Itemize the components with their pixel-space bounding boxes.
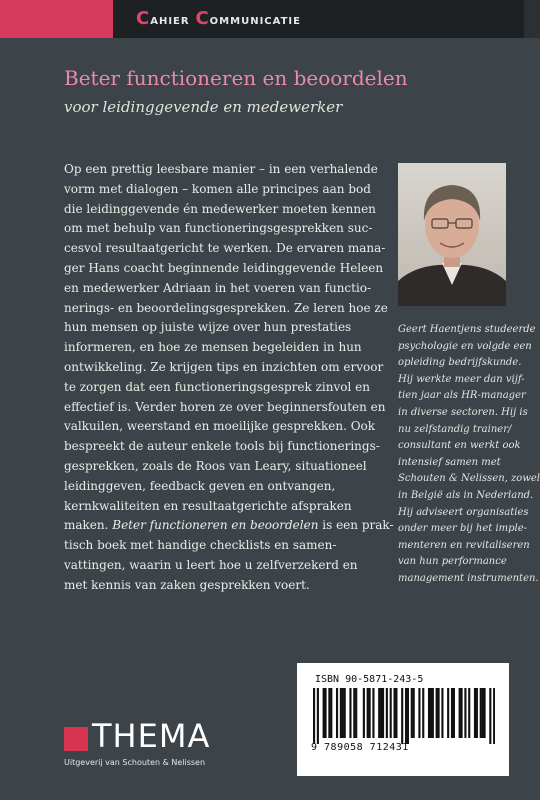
bio-line: opleiding bedrijfskunde. <box>398 357 522 369</box>
blurb-line: effectief is. Verder horen ze over beginnersfouten en <box>64 399 386 414</box>
blurb-line: Op een prettig leesbare manier – in een verhalende <box>64 162 378 176</box>
bio-line: intensief samen met <box>398 456 501 468</box>
barcode-bar <box>464 688 466 738</box>
blurb-line: vorm met dialogen – komen alle principes aan bod <box>64 181 371 196</box>
barcode-bar <box>474 688 476 738</box>
blurb-title-reference: Beter functioneren en beoordelen <box>112 518 319 533</box>
barcode-bar <box>363 688 365 738</box>
bio-line: Hij adviseert organisaties <box>398 506 529 518</box>
bio-line: in België als in Nederland. <box>398 489 534 501</box>
author-portrait-icon <box>398 163 506 306</box>
blurb-line: gesprekken, zoals de Roos van Leary, situationeel <box>64 458 367 473</box>
blurb-line: die leidinggevende én medewerker moeten kennen <box>64 201 376 216</box>
series-initial-1: C <box>136 8 151 29</box>
barcode-bar <box>441 688 443 738</box>
blurb-line: hun mensen op juiste wijze over hun prestaties <box>64 320 352 335</box>
series-banner <box>0 0 540 38</box>
bio-line: onder meer bij het imple- <box>398 523 528 535</box>
barcode-bar <box>461 688 463 738</box>
barcode-bar <box>428 688 430 738</box>
barcode-bar <box>407 688 409 744</box>
barcode-bar <box>324 688 326 738</box>
barcode-icon <box>313 688 495 744</box>
blurb-line: kernkwaliteiten en resultaatgerichte afspraken <box>64 498 352 513</box>
blurb-line: bespreekt de auteur enkele tools bij functionerings- <box>64 439 380 454</box>
barcode-bar <box>401 688 403 744</box>
bio-line: Hij werkte meer dan vijf- <box>398 373 525 385</box>
barcode-bar <box>489 688 491 744</box>
barcode-bar <box>418 688 420 738</box>
ean-number: 9 789058 712431 <box>311 742 409 753</box>
barcode-bar <box>411 688 413 738</box>
barcode-bar <box>369 688 371 738</box>
barcode-bar <box>422 688 424 738</box>
barcode-bar <box>484 688 486 738</box>
barcode-bar <box>476 688 478 738</box>
blurb-text <box>64 160 394 596</box>
barcode-bar <box>380 688 382 738</box>
barcode-bar <box>323 688 325 738</box>
book-title: Beter functioneren en beoordelen <box>64 66 408 90</box>
bio-line: in diverse sectoren. Hij is <box>398 406 528 418</box>
blurb-line: nerings- en beoordelingsgesprekken. Ze leren hoe ze <box>64 300 388 315</box>
author-bio <box>398 322 538 588</box>
barcode-bar <box>372 688 374 738</box>
blurb-line: cesvol resultaatgericht te werken. De ervaren mana- <box>64 241 386 256</box>
barcode-bar <box>382 688 384 738</box>
blurb-line <box>64 516 394 536</box>
barcode-bar <box>328 688 330 738</box>
blurb-line: leidinggeven, feedback geven en ontvangen, <box>64 478 336 493</box>
series-word-1: ahier <box>150 12 196 28</box>
blurb-line: informeren, en hoe ze mensen begeleiden in hun <box>64 340 362 355</box>
blurb-line: tisch boek met handige checklists en samen- <box>64 538 337 553</box>
barcode-bar <box>468 688 470 738</box>
barcode-bar <box>453 688 455 738</box>
barcode-bar <box>353 688 355 738</box>
barcode-bar <box>330 688 332 738</box>
bio-line: nu zelfstandig trainer/ <box>398 423 512 435</box>
bio-line: Geert Haentjens studeerde <box>398 324 536 335</box>
bio-line: tien jaar als HR-manager <box>398 390 526 402</box>
barcode-bar <box>493 688 495 744</box>
book-subtitle: voor leidinggevende en medewerker <box>64 98 343 116</box>
series-word-2: ommunicatie <box>209 12 301 28</box>
barcode-bar <box>447 688 449 738</box>
barcode-bar <box>459 688 461 738</box>
spine-edge <box>524 0 540 38</box>
blurb-line: valkuilen, weerstand en moeilijke gesprekken. Ook <box>64 419 376 434</box>
isbn-number: ISBN 90-5871-243-5 <box>315 674 424 685</box>
barcode-bar <box>340 688 342 738</box>
series-name <box>136 0 301 38</box>
barcode-bar <box>317 688 319 744</box>
blurb-line: ger Hans coacht beginnende leidinggevende Heleen <box>64 260 384 275</box>
barcode-bar <box>430 688 432 738</box>
barcode-bar <box>386 688 388 738</box>
barcode-bar <box>405 688 407 744</box>
barcode-bar <box>355 688 357 738</box>
blurb-line: vattingen, waarin u leert hoe u zelfverzekerd en <box>64 557 358 572</box>
barcode-bar <box>367 688 369 738</box>
barcode-bar <box>395 688 397 738</box>
barcode-bar <box>336 688 338 738</box>
bio-line: psychologie en volgde een <box>398 340 532 352</box>
publisher-subline: Uitgeverij van Schouten & Nelissen <box>64 758 206 767</box>
blurb-line: en medewerker Adriaan in het voeren van functio- <box>64 280 372 295</box>
barcode-bar <box>390 688 392 738</box>
publisher-logo-icon <box>64 727 88 751</box>
barcode-bar <box>413 688 415 738</box>
series-initial-2: C <box>195 8 210 29</box>
barcode-bar <box>313 688 315 744</box>
bio-line: menteren en revitaliseren <box>398 539 530 551</box>
barcode-bar <box>438 688 440 738</box>
publisher-name: THEMA <box>92 717 211 755</box>
blurb-line-text: is een prak- <box>318 518 394 533</box>
blurb-line: om met behulp van functioneringsgesprekken suc- <box>64 221 373 236</box>
barcode-bar <box>480 688 482 738</box>
blurb-line: met kennis van zaken gesprekken voert. <box>64 577 310 592</box>
barcode-bar <box>432 688 434 738</box>
author-photo <box>398 163 506 306</box>
blurb-line-text: maken. <box>64 518 113 533</box>
barcode-bar <box>342 688 344 738</box>
barcode-bar <box>436 688 438 738</box>
barcode-bar <box>344 688 346 738</box>
barcode-bar <box>378 688 380 738</box>
barcode-bar <box>393 688 395 738</box>
bio-line: van hun performance <box>398 556 507 568</box>
blurb-line: te zorgen dat een functioneringsgesprek zinvol en <box>64 379 370 394</box>
barcode-bar <box>451 688 453 738</box>
bio-line: management instrumenten. <box>398 572 539 584</box>
bio-line: consultant en werkt ook <box>398 440 521 452</box>
series-accent-bar <box>0 0 113 38</box>
bio-line: Schouten & Nelissen, zowel <box>398 473 540 485</box>
barcode-bar <box>349 688 351 738</box>
barcode-bar <box>482 688 484 738</box>
blurb-line: ontwikkeling. Ze krijgen tips en inzichten om ervoor <box>64 359 384 374</box>
